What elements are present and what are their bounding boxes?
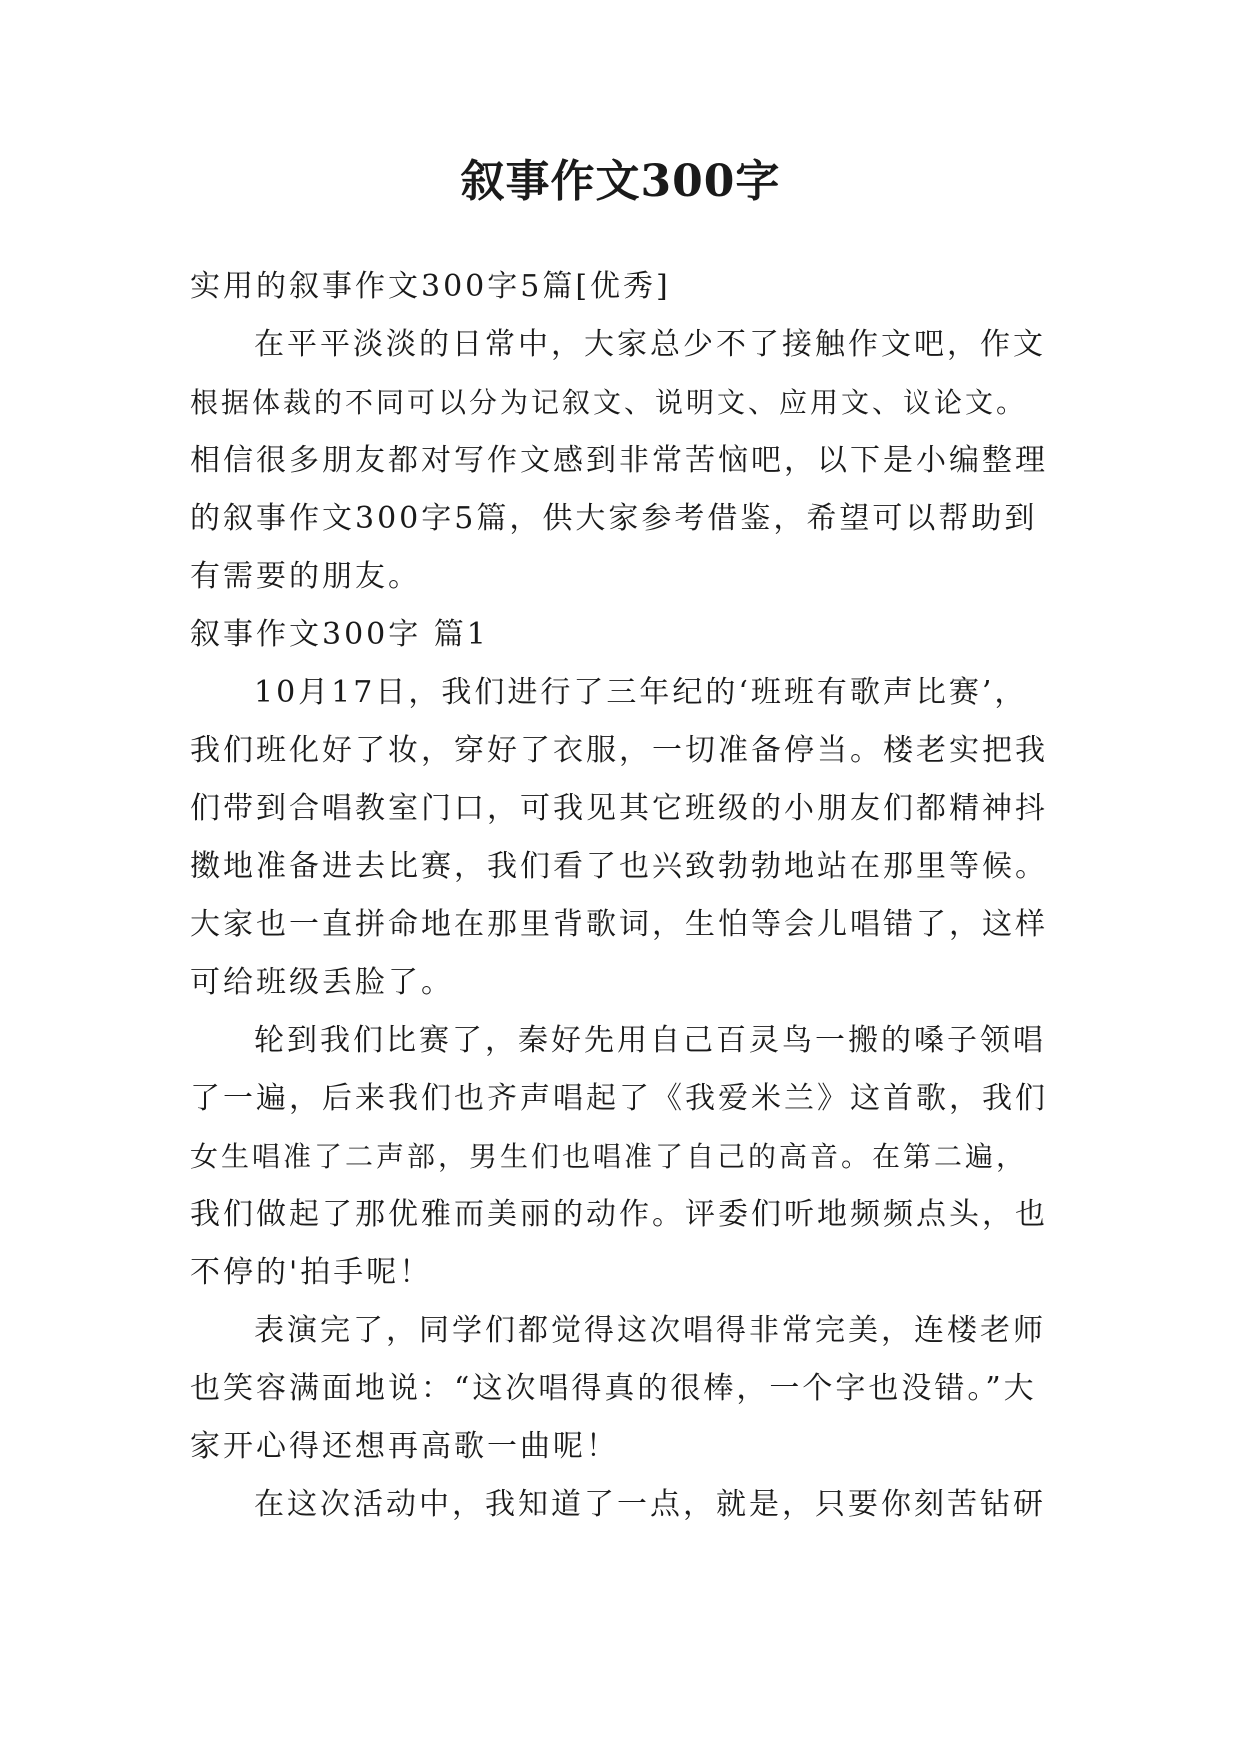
text-line-19: 表演完了，同学们都觉得这次唱得非常完美，连楼老师 — [254, 1313, 1046, 1348]
document-title: 叙事作文300字 — [460, 156, 781, 207]
text-line-4: 相信很多朋友都对写作文感到非常苦恼吧，以下是小编整理 — [190, 443, 1048, 478]
text-line-13: 可给班级丢脸了。 — [190, 965, 454, 1000]
text-line-8: 10月17日，我们进行了三年纪的‘班班有歌声比赛’， — [254, 675, 1028, 710]
text-line-11: 擞地准备进去比赛，我们看了也兴致勃勃地站在那里等候。 — [190, 849, 1048, 884]
text-line-21: 家开心得还想再高歌一曲呢！ — [190, 1429, 619, 1464]
text-line-18: 不停的'拍手呢！ — [190, 1255, 433, 1290]
text-line-14: 轮到我们比赛了，秦好先用自己百灵鸟一搬的嗓子领唱 — [254, 1023, 1046, 1058]
text-line-22: 在这次活动中，我知道了一点，就是，只要你刻苦钻研 — [254, 1487, 1046, 1522]
text-line-6: 有需要的朋友。 — [190, 559, 421, 594]
text-line-10: 们带到合唱教室门口，可我见其它班级的小朋友们都精神抖 — [190, 791, 1048, 826]
text-line-17: 我们做起了那优雅而美丽的动作。评委们听地频频点头，也 — [190, 1197, 1048, 1232]
text-line-15: 了一遍，后来我们也齐声唱起了《我爱米兰》这首歌，我们 — [190, 1081, 1048, 1116]
text-line-16: 女生唱准了二声部，男生们也唱准了自己的高音。在第二遍， — [190, 1140, 1028, 1173]
text-line-5: 的叙事作文300字5篇，供大家参考借鉴，希望可以帮助到 — [190, 501, 1038, 536]
text-line-12: 大家也一直拼命地在那里背歌词，生怕等会儿唱错了，这样 — [190, 907, 1048, 942]
text-line-1: 实用的叙事作文300字5篇[优秀] — [190, 269, 671, 304]
text-line-9: 我们班化好了妆，穿好了衣服，一切准备停当。楼老实把我 — [190, 733, 1048, 768]
section-heading-1: 叙事作文300字 篇1 — [190, 617, 489, 652]
text-line-2: 在平平淡淡的日常中，大家总少不了接触作文吧，作文 — [254, 327, 1046, 362]
text-line-20: 也笑容满面地说：“这次唱得真的很棒，一个字也没错。”大 — [190, 1371, 1037, 1406]
text-line-3: 根据体裁的不同可以分为记叙文、说明文、应用文、议论文。 — [190, 386, 1028, 419]
document-body — [190, 258, 1051, 1534]
